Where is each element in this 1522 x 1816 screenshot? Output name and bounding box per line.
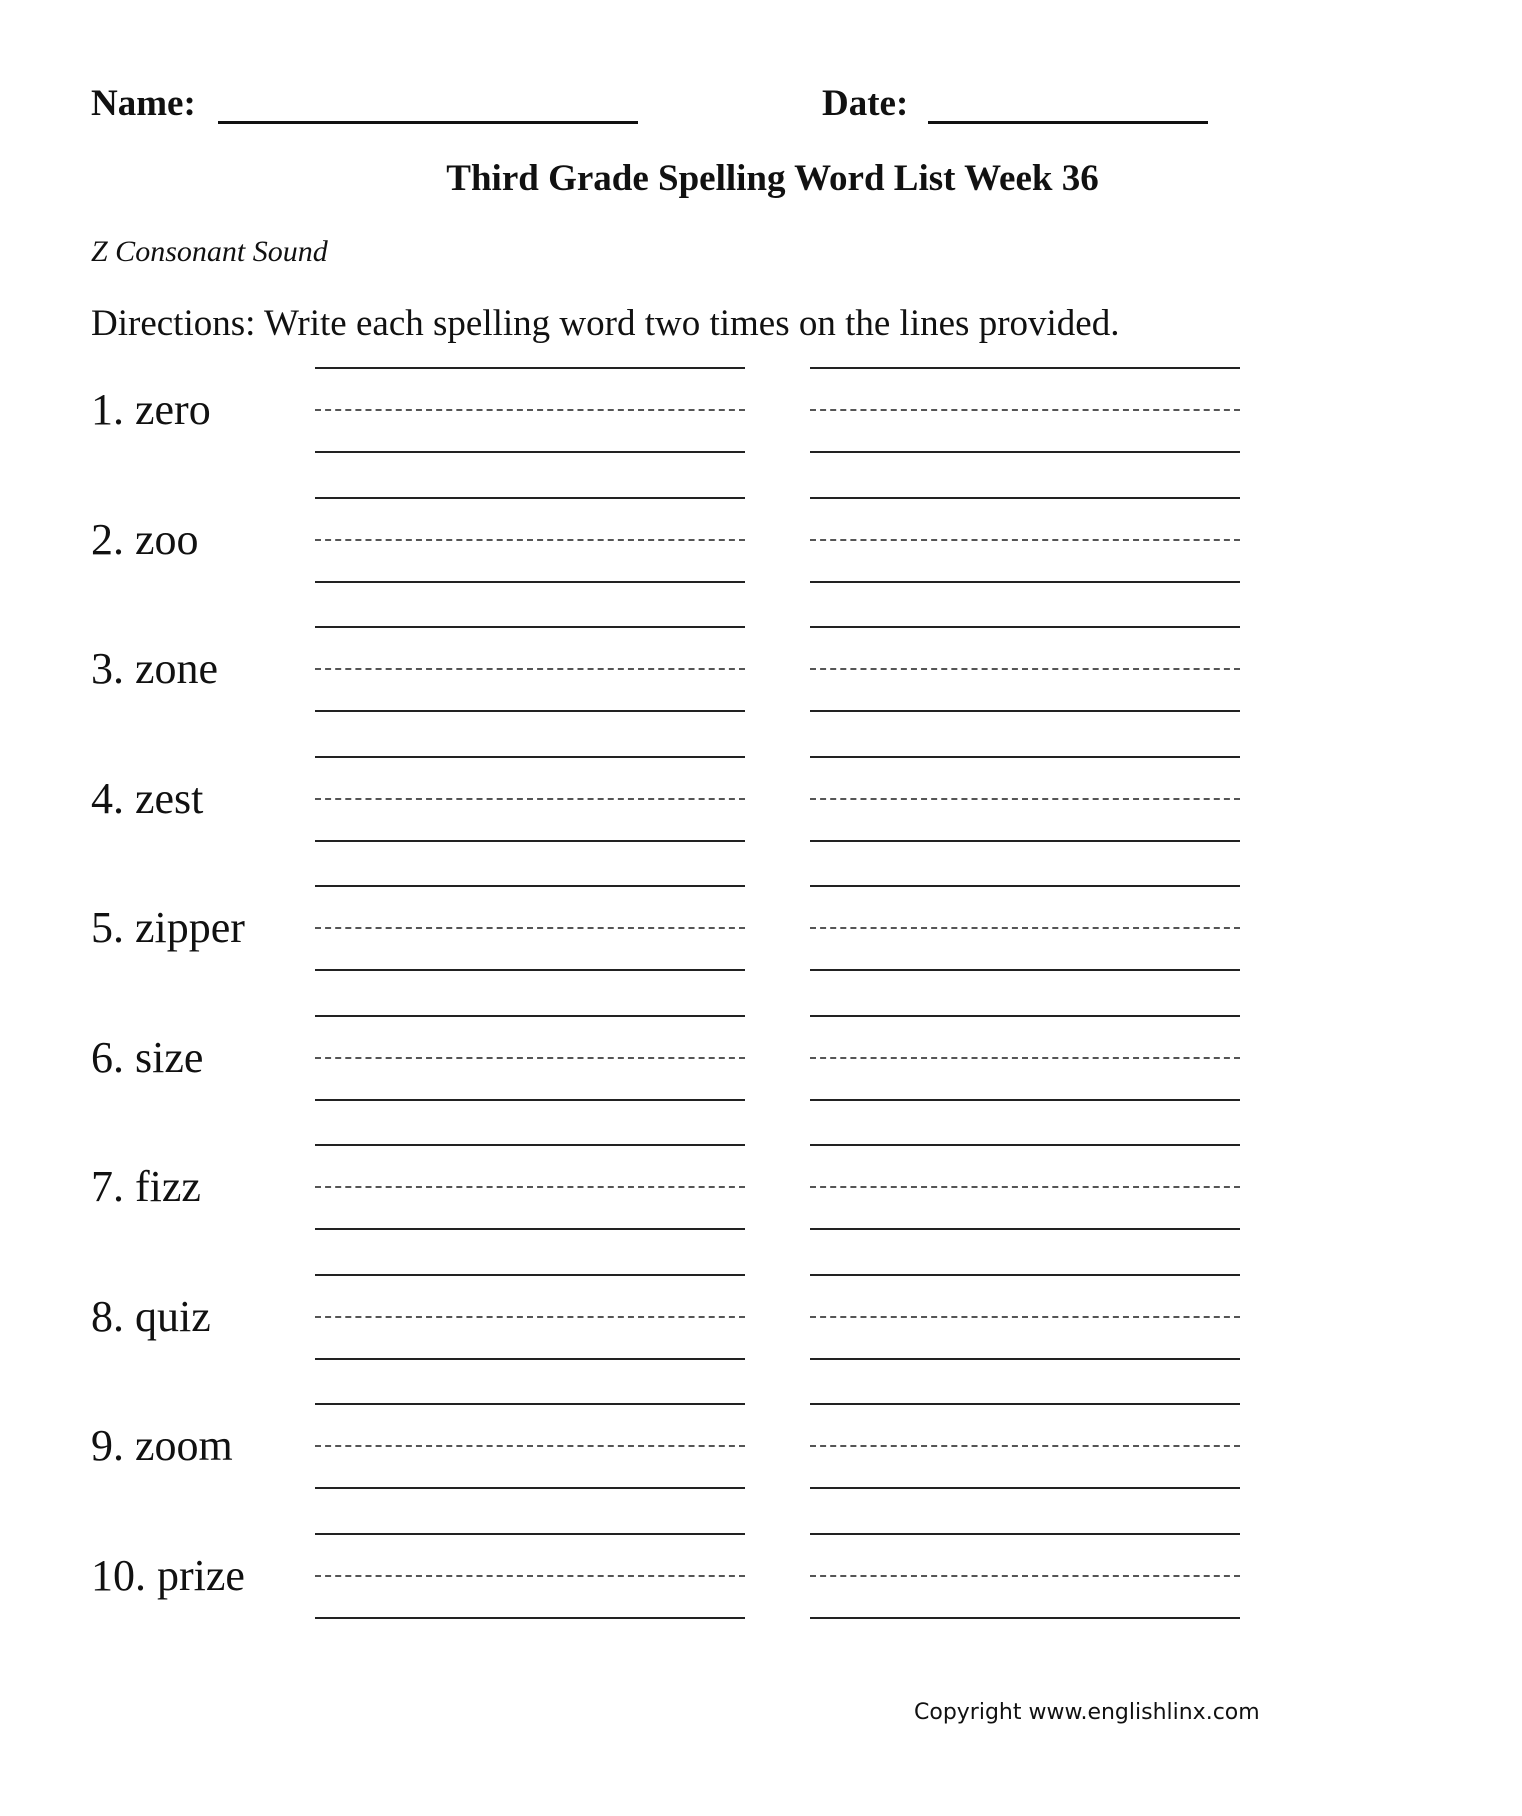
first-writing-line-top[interactable] (315, 497, 745, 499)
second-writing-line-mid (810, 1186, 1240, 1188)
first-writing-line-base (315, 969, 745, 971)
second-writing-line-top[interactable] (810, 626, 1240, 628)
first-writing-line-base (315, 451, 745, 453)
name-blank-line (218, 121, 638, 124)
first-writing-line-top[interactable] (315, 1144, 745, 1146)
spelling-word: 4. zest (91, 774, 204, 823)
first-writing-line-mid (315, 539, 745, 541)
first-writing-line-base (315, 581, 745, 583)
second-writing-line-top[interactable] (810, 497, 1240, 499)
first-writing-line-mid (315, 1186, 745, 1188)
second-writing-line-mid (810, 409, 1240, 411)
first-writing-line-base (315, 1487, 745, 1489)
first-writing-line-mid (315, 1575, 745, 1577)
first-writing-line-top[interactable] (315, 1015, 745, 1017)
spelling-word: 1. zero (91, 385, 211, 434)
name-label: Name: (91, 83, 196, 124)
date-label: Date: (822, 83, 909, 124)
first-writing-line-mid (315, 927, 745, 929)
second-writing-line-base (810, 1358, 1240, 1360)
second-writing-line-base (810, 1487, 1240, 1489)
first-writing-line-mid (315, 1316, 745, 1318)
first-writing-line-mid (315, 798, 745, 800)
first-writing-line-top[interactable] (315, 885, 745, 887)
second-writing-line-top[interactable] (810, 756, 1240, 758)
second-writing-line-top[interactable] (810, 1403, 1240, 1405)
second-writing-line-mid (810, 798, 1240, 800)
second-writing-line-top[interactable] (810, 1274, 1240, 1276)
second-writing-line-top[interactable] (810, 1015, 1240, 1017)
first-writing-line-top[interactable] (315, 626, 745, 628)
second-writing-line-base (810, 451, 1240, 453)
first-writing-line-mid (315, 409, 745, 411)
first-writing-line-top[interactable] (315, 1403, 745, 1405)
second-writing-line-mid (810, 539, 1240, 541)
spelling-word: 3. zone (91, 644, 219, 693)
first-writing-line-mid (315, 1057, 745, 1059)
first-writing-line-top[interactable] (315, 367, 745, 369)
spelling-word: 9. zoom (91, 1421, 233, 1470)
first-writing-line-mid (315, 1445, 745, 1447)
second-writing-line-mid (810, 927, 1240, 929)
second-writing-line-mid (810, 668, 1240, 670)
second-writing-line-base (810, 581, 1240, 583)
first-writing-line-mid (315, 668, 745, 670)
worksheet-title: Third Grade Spelling Word List Week 36 (446, 158, 1099, 199)
directions-text: Directions: Write each spelling word two times on the lines provided. (91, 303, 1120, 344)
spelling-word: 6. size (91, 1033, 204, 1082)
second-writing-line-top[interactable] (810, 1533, 1240, 1535)
spelling-word: 7. fizz (91, 1162, 201, 1211)
spelling-word: 2. zoo (91, 515, 199, 564)
first-writing-line-top[interactable] (315, 1274, 745, 1276)
second-writing-line-top[interactable] (810, 367, 1240, 369)
second-writing-line-base (810, 840, 1240, 842)
second-writing-line-mid (810, 1057, 1240, 1059)
second-writing-line-base (810, 969, 1240, 971)
spelling-word: 8. quiz (91, 1292, 211, 1341)
first-writing-line-top[interactable] (315, 756, 745, 758)
second-writing-line-mid (810, 1445, 1240, 1447)
first-writing-line-top[interactable] (315, 1533, 745, 1535)
first-writing-line-base (315, 1228, 745, 1230)
second-writing-line-top[interactable] (810, 1144, 1240, 1146)
date-blank-line (928, 121, 1208, 124)
second-writing-line-mid (810, 1316, 1240, 1318)
second-writing-line-top[interactable] (810, 885, 1240, 887)
second-writing-line-mid (810, 1575, 1240, 1577)
first-writing-line-base (315, 710, 745, 712)
spelling-word: 5. zipper (91, 903, 245, 952)
second-writing-line-base (810, 1099, 1240, 1101)
first-writing-line-base (315, 1617, 745, 1619)
first-writing-line-base (315, 1099, 745, 1101)
second-writing-line-base (810, 1228, 1240, 1230)
worksheet-subtitle: Z Consonant Sound (91, 235, 328, 268)
second-writing-line-base (810, 710, 1240, 712)
spelling-word: 10. prize (91, 1551, 245, 1600)
first-writing-line-base (315, 840, 745, 842)
copyright-text: Copyright www.englishlinx.com (914, 1700, 1260, 1725)
second-writing-line-base (810, 1617, 1240, 1619)
first-writing-line-base (315, 1358, 745, 1360)
